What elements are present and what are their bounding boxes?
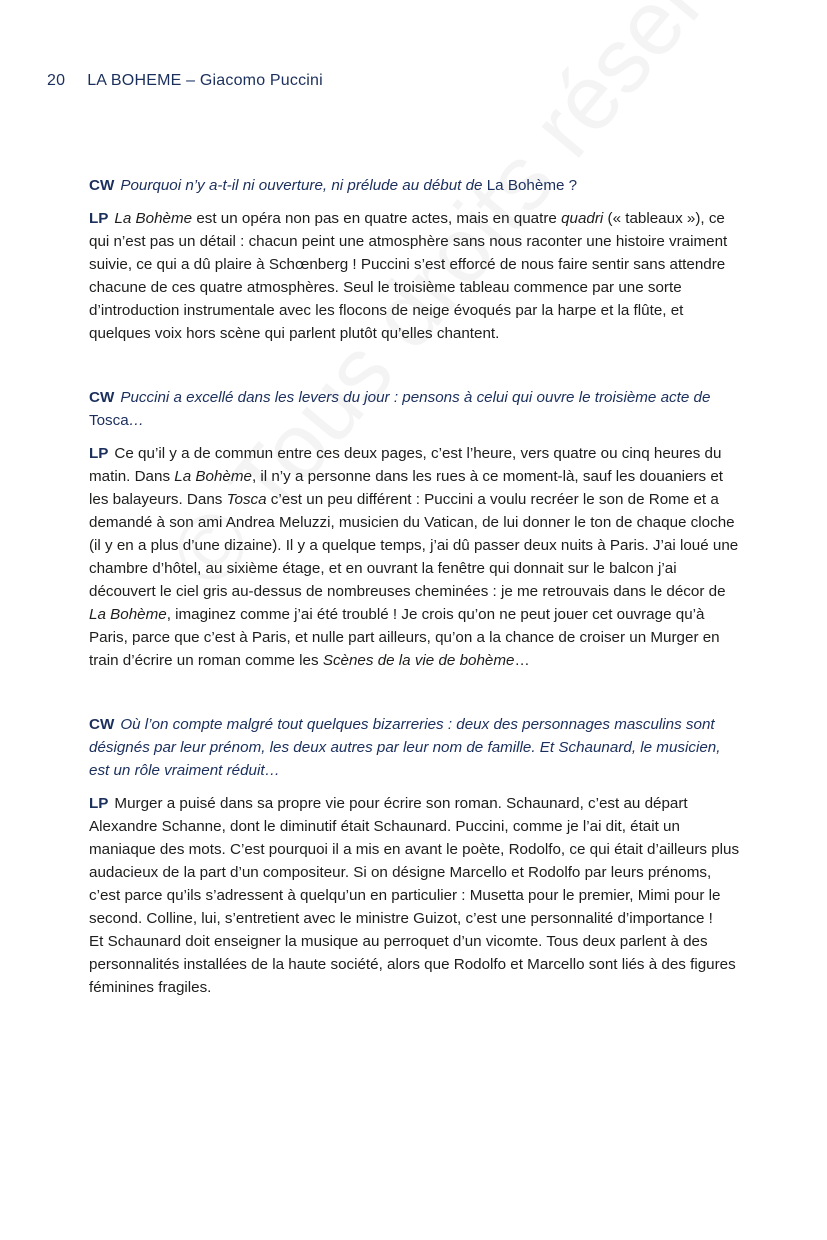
question-speaker: CW [89, 389, 115, 406]
italic-run: La Bohème [114, 210, 193, 227]
question-1 [89, 174, 741, 197]
text-run: , imaginez comme j’ai été troublé ! Je crois qu’on ne peut jouer cet ouvrage qu’à Paris, parce que c’est à Paris, et nulle part ailleurs, qu’on a la chance de croiser un Murger en train d’écrire un roman comme les [89, 606, 720, 669]
italic-run: Puccini a excellé dans les levers du jour : pensons à celui qui ouvre le troisième acte de [120, 389, 711, 406]
question-speaker: CW [89, 177, 115, 194]
answer-speaker: LP [89, 210, 109, 227]
italic-run: Scènes de la vie de bohème [322, 652, 515, 669]
text-run: Et Schaunard doit enseigner la musique au perroquet d’un vicomte. Tous deux parlent à des personnalités installées de la haute société, alors que Rodolfo et Marcello sont liés à des figures féminines fragiles. [89, 933, 736, 996]
italic-run: La Bohème [174, 468, 252, 485]
text-run: c’est un peu différent : Puccini a voulu recréer le son de Rome et a demandé à son ami Andrea Meluzzi, musicien du Vatican, de lui donner le ton de chaque cloche (il y en a plus d’une dizaine). Il y a quelque temps, j’ai dû passer deux nuits à Paris. J’ai loué une chambre d’hôtel, au sixième étage, et en ouvrant la fenêtre qui donnait sur le balcon j’ai découvert le ciel gris au-dessus de nombreuses cheminées : je me retrouvais dans le décor de [89, 491, 739, 600]
answer-text [89, 210, 727, 342]
interview-body [89, 174, 741, 1040]
italic-run: quadri [561, 210, 604, 227]
page-number: 20 [47, 72, 66, 89]
answer-3 [89, 792, 741, 999]
italic-run: … [128, 412, 144, 429]
answer-text [89, 795, 739, 996]
question-text [120, 177, 577, 194]
question-text [89, 389, 710, 429]
question-speaker: CW [89, 716, 115, 733]
text-run: (« tableaux »), ce qui n’est pas un détail : chacun peint une atmosphère sans nous raconter une histoire vraiment suivie, ce qui a dû plaire à Schœnberg ! Puccini s’est efforcé de nous faire sentir sans attendre chacune de ces quatre atmosphères. Seul le troisième tableau commence par une sorte d’introduction instrumentale avec les flocons de neige évoqués par la harpe et la flûte, et quelques voix hors scène qui parlent plutôt qu’elles chantent. [89, 210, 728, 342]
text-run: Ce qu’il y a de commun entre ces deux pages, c’est l’heure, vers quatre ou cinq heures du matin. Dans [89, 445, 722, 485]
text-run: La Bohème ? [486, 177, 578, 194]
question-2 [89, 386, 741, 432]
text-run: , il n’y a personne dans les rues à ce moment-là, sauf les douaniers et les balayeurs. Dans [89, 468, 724, 508]
answer-speaker: LP [89, 445, 109, 462]
question-text [89, 716, 720, 779]
answer-speaker: LP [89, 795, 109, 812]
running-title: LA BOHEME – Giacomo Puccini [87, 72, 323, 89]
answer-1 [89, 207, 741, 345]
text-run: est un opéra non pas en quatre actes, mais en quatre [192, 210, 562, 227]
qa-block-3 [89, 713, 741, 999]
answer-2 [89, 442, 741, 672]
italic-run: Pourquoi n’y a-t-il ni ouverture, ni prélude au début de [120, 177, 487, 194]
italic-run: La Bohème [89, 606, 167, 623]
answer-text [89, 445, 738, 669]
qa-block-1 [89, 174, 741, 345]
question-3 [89, 713, 741, 782]
text-run: Murger a puisé dans sa propre vie pour écrire son roman. Schaunard, c’est au départ Alexandre Schanne, dont le diminutif était Schaunard. Puccini, comme je l’ai dit, était un maniaque des mots. C’est pourquoi il a mis en avant le poète, Rodolfo, ce qui était d’ailleurs plus audacieux de la part d’un compositeur. Si on désigne Marcello et Rodolfo par leurs prénoms, c’est parce qu’ils s’adressent à quelqu’un en particulier : Musetta pour le premier, Mimi pour le second. Colline, lui, s’entretient avec le ministre Guizot, c’est une personnalité d’importance ! [89, 795, 740, 927]
italic-run: Où l’on compte malgré tout quelques bizarreries : deux des personnages masculins sont désignés par leur prénom, les deux autres par leur nom de famille. Et Schaunard, le musicien, est un rôle vraiment réduit… [89, 716, 721, 779]
qa-block-2 [89, 386, 741, 672]
running-head [47, 72, 323, 90]
text-run: Tosca [89, 412, 129, 429]
italic-run: Tosca [226, 491, 267, 508]
text-run: … [514, 652, 530, 669]
